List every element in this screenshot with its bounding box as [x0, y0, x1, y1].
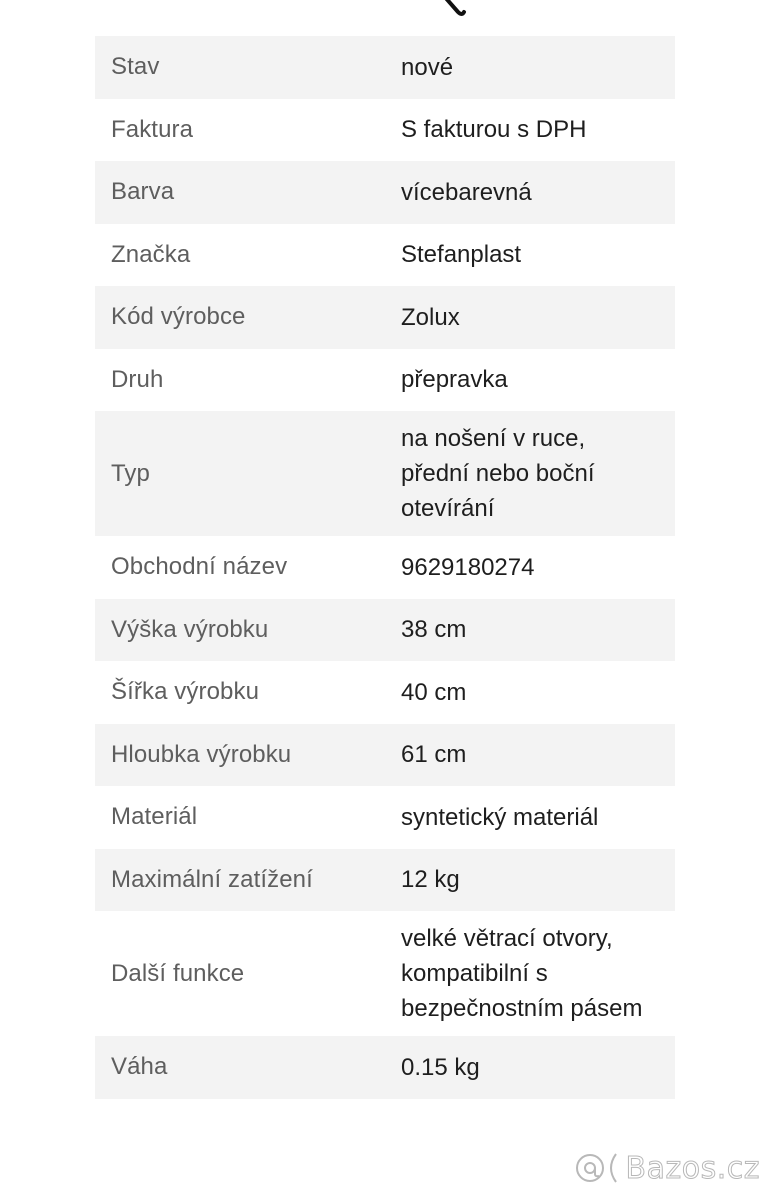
spec-label: Výška výrobku [111, 615, 269, 643]
spec-value: vícebarevná [401, 178, 532, 206]
spec-row-typ [95, 411, 675, 536]
spec-value: na nošení v ruce, přední nebo boční otevírání [401, 425, 595, 522]
spec-label: Váha [111, 1053, 168, 1081]
spec-value: velké větrací otvory, kompatibilní s bezpečnostním pásem [401, 925, 643, 1022]
spec-label: Šířka výrobku [111, 678, 260, 706]
spec-value: nové [401, 53, 454, 81]
spec-label: Materiál [111, 803, 198, 831]
spec-row-druh [95, 349, 675, 412]
spec-value: 12 kg [401, 866, 460, 894]
spec-value: Zolux [401, 303, 460, 331]
specifications-table [95, 36, 675, 1099]
spec-value: 40 cm [401, 678, 467, 706]
spec-row-dalsi-funkce [95, 911, 675, 1036]
spec-value: 9629180274 [401, 553, 535, 581]
spec-label: Značka [111, 240, 191, 268]
spec-label: Stav [111, 53, 160, 81]
cropped-pen-stroke [440, 0, 470, 22]
spec-label: Faktura [111, 115, 194, 143]
spec-label: Obchodní název [111, 553, 288, 581]
spec-row-barva [95, 161, 675, 224]
spec-row-material [95, 786, 675, 849]
spec-label: Maximální zatížení [111, 865, 313, 893]
spec-label: Druh [111, 365, 164, 393]
watermark-text: Bazos.cz [625, 1150, 760, 1186]
spec-row-sirka-vyrobku [95, 661, 675, 724]
spec-row-hloubka-vyrobku [95, 724, 675, 787]
spec-row-vaha [95, 1036, 675, 1099]
spec-value: 0.15 kg [401, 1053, 480, 1081]
spec-value: syntetický materiál [401, 803, 599, 831]
spec-value: přepravka [401, 366, 508, 394]
spec-value: S fakturou s DPH [401, 116, 587, 144]
spec-value: Stefanplast [401, 241, 522, 269]
bazos-watermark [572, 1148, 760, 1188]
spec-label: Typ [111, 459, 150, 487]
spec-row-vyska-vyrobku [95, 599, 675, 662]
spec-row-stav [95, 36, 675, 99]
bazos-logo-icon [572, 1148, 622, 1188]
spec-row-znacka [95, 224, 675, 287]
spec-value: 38 cm [401, 616, 467, 644]
spec-label: Kód výrobce [111, 303, 246, 331]
spec-label: Barva [111, 178, 175, 206]
spec-row-faktura [95, 99, 675, 162]
spec-value: 61 cm [401, 741, 467, 769]
spec-label: Další funkce [111, 959, 245, 987]
spec-row-kod-vyrobce [95, 286, 675, 349]
spec-label: Hloubka výrobku [111, 740, 292, 768]
spec-row-maximalni-zatizeni [95, 849, 675, 912]
spec-row-obchodni-nazev [95, 536, 675, 599]
